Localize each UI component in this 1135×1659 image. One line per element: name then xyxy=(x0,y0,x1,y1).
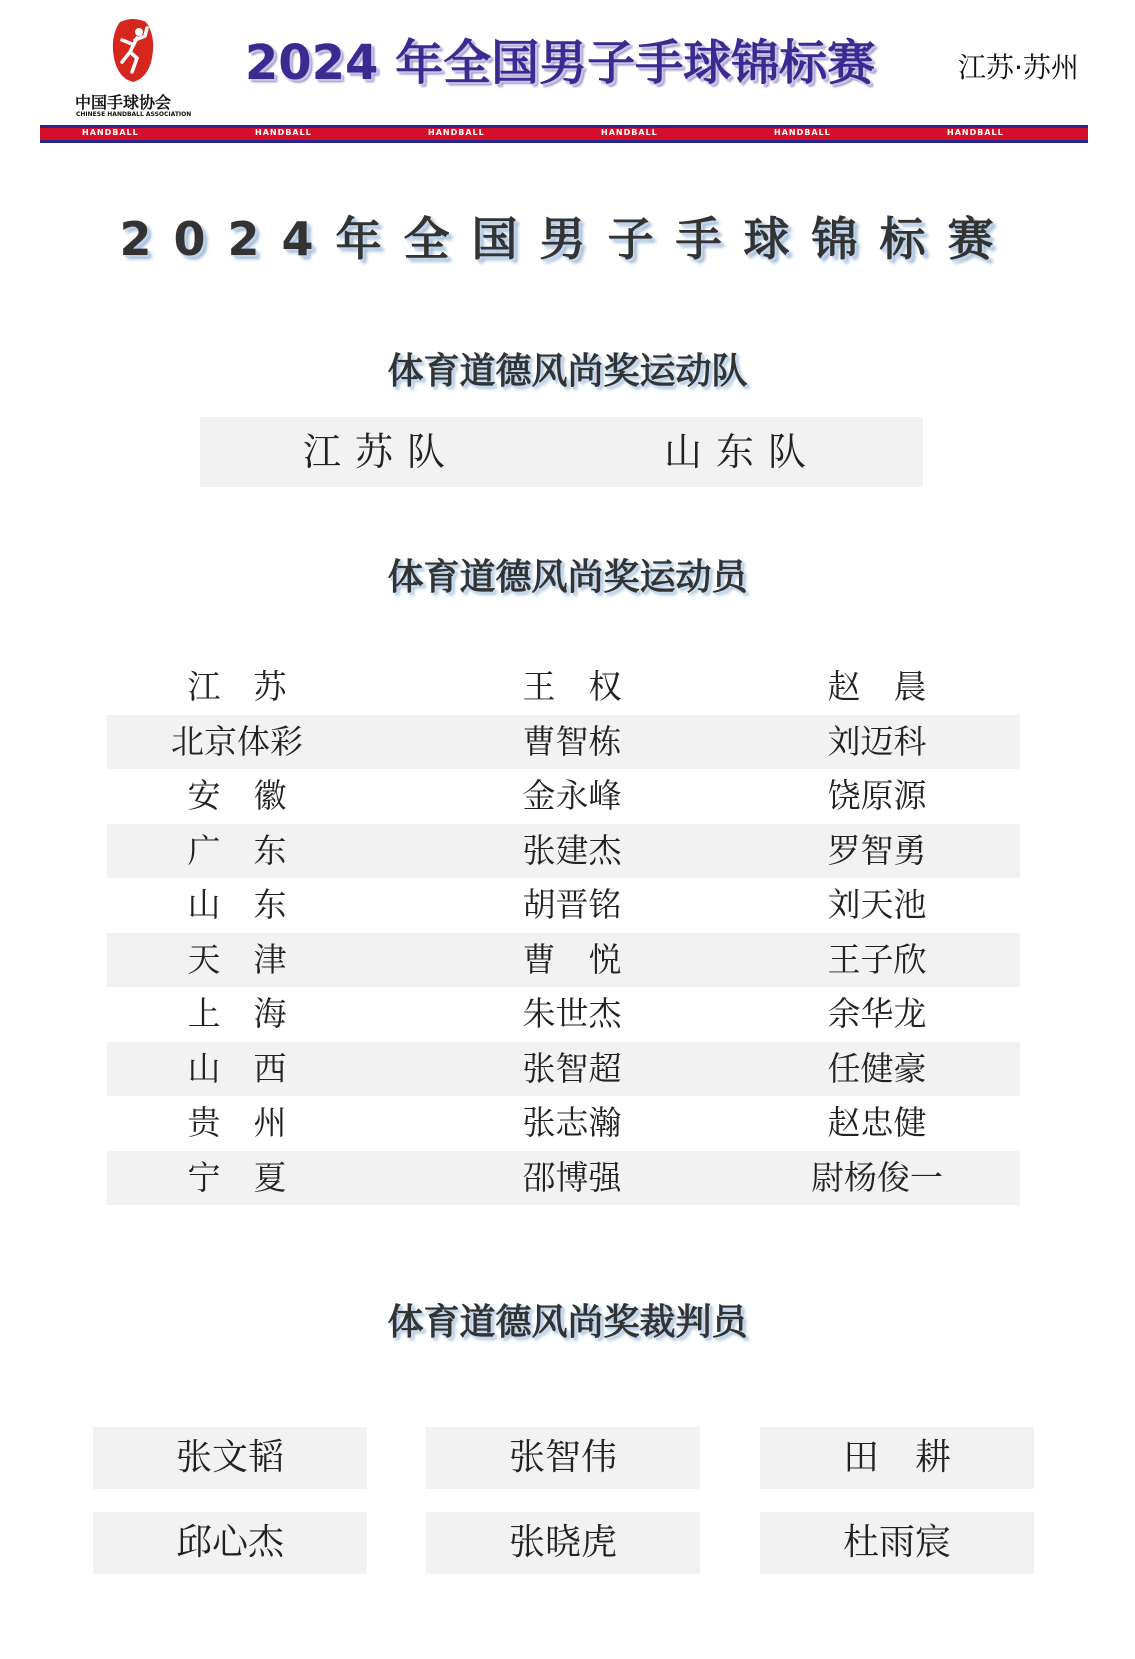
player-name: 饶原源 xyxy=(827,776,927,815)
player-name: 张建杰 xyxy=(522,830,622,870)
handball-player-emblem-icon xyxy=(110,18,156,84)
stripe-text: HANDBALL xyxy=(255,128,312,137)
team-name: 天 津 xyxy=(187,939,287,979)
team-name: 上 海 xyxy=(187,994,287,1033)
table-row xyxy=(107,769,1020,824)
referee-name: 张文韬 xyxy=(93,1427,367,1489)
location: 江苏·苏州 xyxy=(958,51,1079,84)
player-name: 曹智栋 xyxy=(522,721,622,761)
team-name: 山 东 xyxy=(187,885,287,924)
team-name: 安 徽 xyxy=(187,776,287,815)
stripe-text: HANDBALL xyxy=(947,128,1004,137)
player-name: 张智超 xyxy=(522,1048,622,1088)
player-name: 胡晋铭 xyxy=(522,885,622,924)
player-name: 刘天池 xyxy=(827,885,927,924)
player-name: 王子欣 xyxy=(827,939,927,979)
page-title: 2024年全国男子手球锦标赛 xyxy=(119,212,1016,266)
association-logo xyxy=(70,18,195,118)
table-row xyxy=(107,878,1020,933)
team-name: 江 苏 xyxy=(187,667,287,706)
player-name: 赵忠健 xyxy=(827,1103,927,1142)
referee-name: 张智伟 xyxy=(426,1427,700,1489)
team-name: 北京体彩 xyxy=(171,721,303,761)
players-section-title: 体育道德风尚奖运动员 xyxy=(387,557,748,598)
stripe-text: HANDBALL xyxy=(601,128,658,137)
referee-name: 田 耕 xyxy=(760,1427,1034,1489)
org-name: 中国手球协会 xyxy=(75,93,172,112)
team-name: 贵 州 xyxy=(187,1103,287,1142)
team-name: 宁 夏 xyxy=(187,1157,287,1197)
player-name: 王 权 xyxy=(522,667,622,706)
handball-stripe xyxy=(40,125,1088,143)
banner-title: 2024 年全国男子手球锦标赛 xyxy=(244,35,876,91)
team-name: 山 西 xyxy=(187,1048,287,1088)
player-name: 尉杨俊一 xyxy=(811,1157,943,1197)
player-name: 邵博强 xyxy=(522,1157,622,1197)
table-row xyxy=(107,715,1020,770)
table-row xyxy=(107,1096,1020,1151)
player-name: 曹 悦 xyxy=(522,939,622,979)
table-row xyxy=(107,660,1020,715)
referee-name: 张晓虎 xyxy=(426,1512,700,1574)
stripe-text: HANDBALL xyxy=(82,128,139,137)
table-row xyxy=(107,1042,1020,1097)
team-award: 江苏队 xyxy=(200,417,562,487)
teams-section-title: 体育道德风尚奖运动队 xyxy=(387,351,748,392)
player-name: 罗智勇 xyxy=(827,830,927,870)
org-name-en: CHINESE HANDBALL ASSOCIATION xyxy=(76,111,192,118)
player-name: 刘迈科 xyxy=(827,721,927,761)
player-name: 任健豪 xyxy=(827,1048,927,1088)
player-name: 朱世杰 xyxy=(522,994,622,1033)
stripe-text: HANDBALL xyxy=(428,128,485,137)
referee-name: 邱心杰 xyxy=(93,1512,367,1574)
player-name: 赵 晨 xyxy=(827,667,927,706)
stripe-text: HANDBALL xyxy=(774,128,831,137)
player-name: 金永峰 xyxy=(522,776,622,815)
header xyxy=(0,0,1135,150)
table-row xyxy=(107,987,1020,1042)
players-table xyxy=(107,660,1020,1205)
player-name: 余华龙 xyxy=(827,994,927,1033)
player-name: 张志瀚 xyxy=(522,1103,622,1142)
table-row xyxy=(107,1151,1020,1206)
team-name: 广 东 xyxy=(187,830,287,870)
team-award: 山东队 xyxy=(561,417,923,487)
table-row xyxy=(107,933,1020,988)
referees-section-title: 体育道德风尚奖裁判员 xyxy=(387,1302,748,1343)
table-row xyxy=(107,824,1020,879)
referee-name: 杜雨宸 xyxy=(760,1512,1034,1574)
